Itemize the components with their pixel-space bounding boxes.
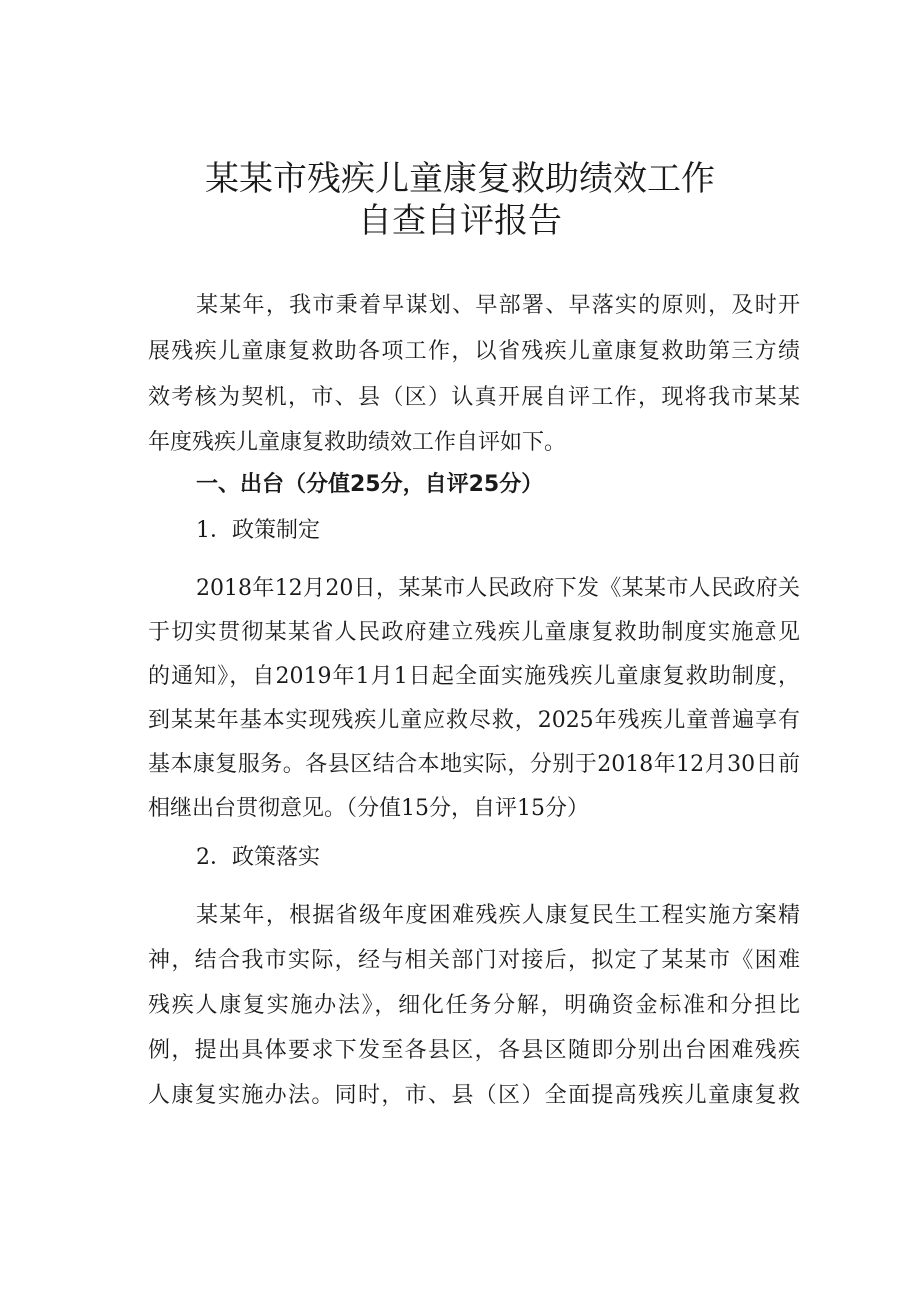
item1-line-4: 到某某年基本实现残疾儿童应救尽救，2025年残疾儿童普遍享有 [148, 708, 800, 733]
item1-line-2: 于切实贯彻某某省人民政府建立残疾儿童康复救助制度实施意见 [148, 620, 800, 645]
intro-line-3: 效考核为契机，市、县（区）认真开展自评工作，现将我市某某 [148, 385, 800, 410]
intro-line-4: 年度残疾儿童康复救助绩效工作自评如下。 [148, 430, 567, 455]
item1-line-5: 基本康复服务。各县区结合本地实际，分别于2018年12月30日前 [148, 752, 800, 777]
item2-line-1: 某某年，根据省级年度困难残疾人康复民生工程实施方案精 [196, 903, 800, 928]
item1-line-3: 的通知》，自2019年1月1日起全面实施残疾儿童康复救助制度， [148, 664, 800, 689]
intro-line-1: 某某年，我市秉着早谋划、早部署、早落实的原则，及时开 [196, 293, 800, 318]
item2-heading: 2．政策落实 [196, 845, 320, 870]
item1-line-1: 2018年12月20日，某某市人民政府下发《某某市人民政府关 [196, 576, 800, 601]
item1-heading: 1．政策制定 [196, 518, 320, 543]
item2-line-2: 神，结合我市实际，经与相关部门对接后，拟定了某某市《困难 [148, 948, 800, 973]
report-title-line1: 某某市残疾儿童康复救助绩效工作 [205, 159, 715, 199]
intro-line-2: 展残疾儿童康复救助各项工作，以省残疾儿童康复救助第三方绩 [148, 339, 800, 364]
section1-heading: 一、出台（分值25分，自评25分） [196, 472, 544, 497]
report-title-line2: 自查自评报告 [358, 201, 562, 241]
item2-line-3: 残疾人康复实施办法》，细化任务分解，明确资金标准和分担比 [148, 993, 800, 1018]
item1-line-6: 相继出台贯彻意见。（分值15分，自评15分） [148, 796, 589, 821]
item2-line-4: 例，提出具体要求下发至各县区，各县区随即分别出台困难残疾 [148, 1038, 800, 1063]
item2-line-5: 人康复实施办法。同时，市、县（区）全面提高残疾儿童康复救 [148, 1083, 800, 1108]
